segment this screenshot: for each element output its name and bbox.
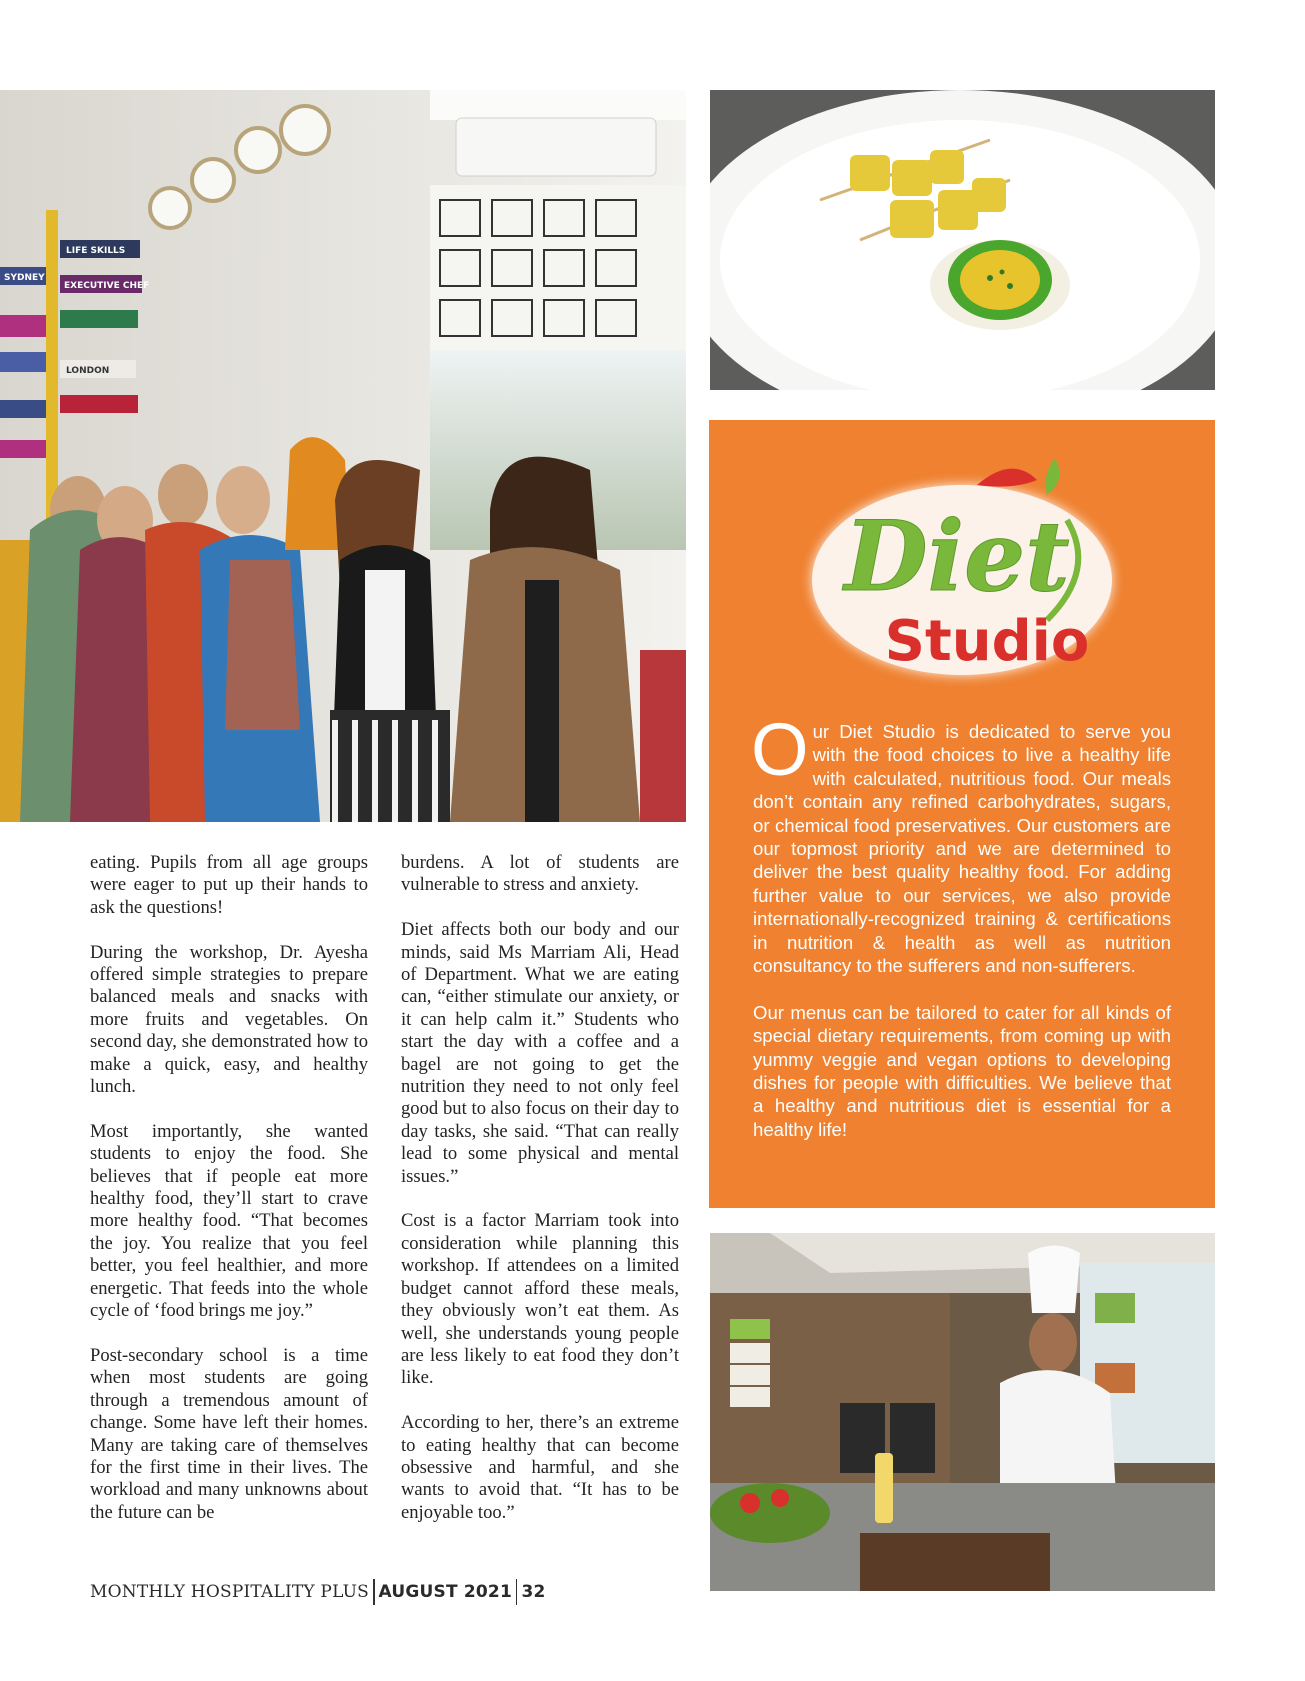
logo-word-studio: Studio <box>884 609 1090 674</box>
sign-life-skills: LIFE SKILLS <box>66 246 126 256</box>
article-column-middle <box>401 852 679 1547</box>
issue-date: AUGUST 2021 <box>378 1582 512 1602</box>
diet-paragraph-1 <box>751 708 1171 977</box>
diet-studio-logo <box>797 450 1127 690</box>
publication-name: MONTHLY HOSPITALITY PLUS <box>90 1582 369 1602</box>
left-paragraph-2: During the workshop, Dr. Ayesha offered simple strategies to prepare balanced meals and snacks with more fruits and vegetables. On second day, she demonstrated how to make a quick, easy, and healthy lunch. <box>90 941 368 1098</box>
chef-kitchen-photo <box>710 1233 1215 1591</box>
left-paragraph-3: Most importantly, she wanted students to enjoy the food. She believes that if people eat more healthy food, they’ll start to crave more healthy food. “That becomes the joy. You realize that you feel better, you feel healthier, and more energetic. That feeds into the whole cycle of ‘food brings me joy.” <box>90 1120 368 1322</box>
dropcap: O <box>751 708 809 791</box>
middle-paragraph-1: burdens. A lot of students are vulnerable to stress and anxiety. <box>401 852 679 896</box>
diet-studio-text <box>751 708 1171 1165</box>
middle-paragraph-3: Cost is a factor Marriam took into consideration while planning this workshop. If attendees on a limited budget cannot afford these meals, they obviously won’t eat them. As well, she understands young people are less likely to eat food they don’t like. <box>401 1210 679 1389</box>
page-footer <box>90 1578 546 1606</box>
students-group-photo <box>0 90 686 822</box>
footer-divider-2 <box>516 1579 518 1605</box>
middle-paragraph-4: According to her, there’s an extreme to eating healthy that can become obsessive and harmful, and she wants to avoid that. “It has to be enjoyable too.” <box>401 1412 679 1523</box>
sign-executive-chef: EXECUTIVE CHEF <box>64 281 150 291</box>
sign-london: LONDON <box>66 366 110 376</box>
left-paragraph-1: eating. Pupils from all age groups were eager to put up their hands to ask the questions! <box>90 852 368 918</box>
sign-sydney: SYDNEY <box>4 273 45 283</box>
diet-paragraph-1-text: ur Diet Studio is dedicated to serve you with the food choices to live a healthy life with calculated, nutritious food. Our meals don’t contain any refined carbohydrates, sugars, or chemical food preservatives. Our customers are our topmost priority and we are determined to deliver the best quality healthy food. For adding further value to our services, we also provide internationally-recognized training & certifications in nutrition & health as well as nutrition consultancy to the sufferers and non-sufferers. <box>753 721 1171 977</box>
plate-food-photo <box>710 90 1215 390</box>
diet-studio-box <box>709 420 1215 1208</box>
left-paragraph-4: Post-secondary school is a time when most students are going through a tremendous amount of change. Some have left their homes. Many are taking care of themselves for the first time in their lives. The workload and many unknowns about the future can be <box>90 1344 368 1523</box>
leaf-icon <box>977 469 1037 487</box>
diet-paragraph-2: Our menus can be tailored to cater for all kinds of special dietary requirements, from coming up with yummy veggie and vegan options to developing dishes for people with difficulties. We believe that a healthy and nutritious diet is essential for a healthy life! <box>753 1001 1171 1140</box>
footer-divider <box>373 1579 375 1605</box>
logo-word-diet: Diet <box>844 500 1070 613</box>
page-number: 32 <box>521 1582 546 1602</box>
middle-paragraph-2: Diet affects both our body and our minds, said Ms Marriam Ali, Head of Department. What we are eating can, “either stimulate our anxiety, or it can help calm it.” Students who start the day with a coffee and a bagel are not going to get the nutrition they need to not only feel good but to also focus on their day to day tasks, she said. “That can really lead to some physical and mental issues.” <box>401 919 679 1187</box>
article-column-left <box>90 852 368 1547</box>
